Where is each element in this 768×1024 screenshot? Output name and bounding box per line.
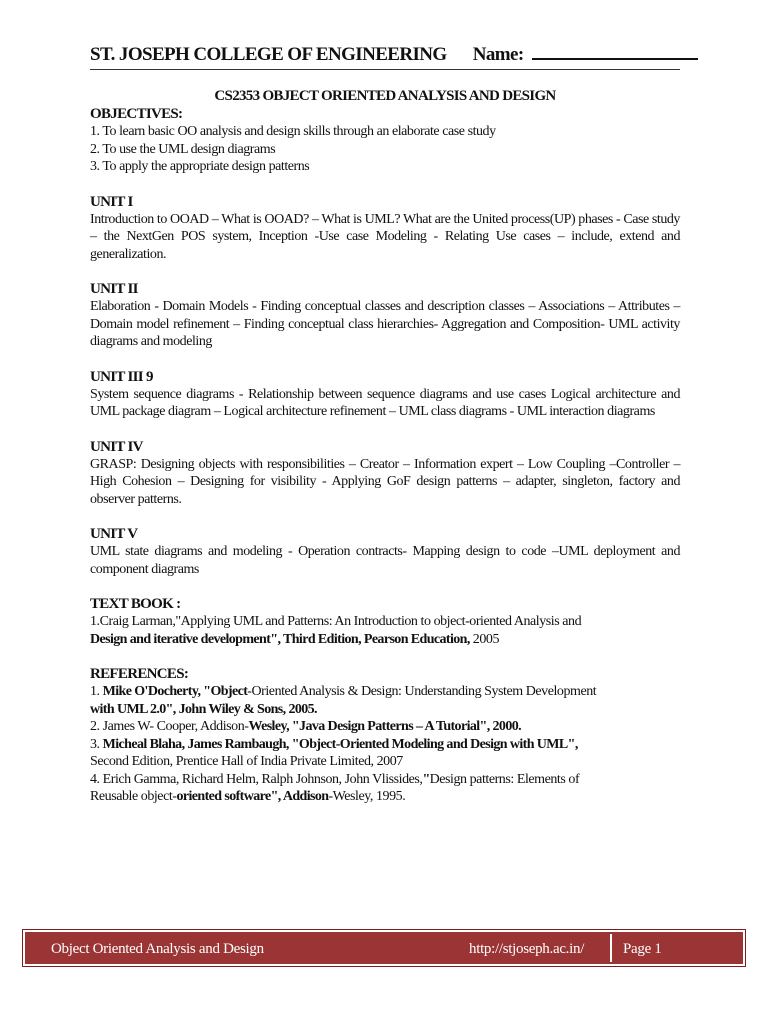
unit-1-heading: UNIT I xyxy=(90,193,133,210)
footer-bar xyxy=(25,932,743,964)
page-number: Page 1 xyxy=(623,941,662,957)
ref-text-bold: Micheal Blaha, James Rambaugh, "Object-Oriented Modeling and Design with UML", xyxy=(102,736,578,752)
name-label: Name: xyxy=(472,44,524,65)
ref-number: 1. xyxy=(90,684,103,699)
ref-text: 4. Erich Gamma, Richard Helm, Ralph Johnson, John Vlissides, xyxy=(90,771,423,787)
ref-text-bold: Wesley, "Java Design Patterns – A Tutorial", 2000. xyxy=(248,719,522,734)
ref-text: Second Edition, Prentice Hall of India Private Limited, 2007 xyxy=(90,754,403,769)
unit-2-text: Elaboration - Domain Models - Finding conceptual classes and description classes – Associations – Attributes – Domain model refinement – Finding conceptual class hierarchies- Aggregation and Composition- UML activity diagrams and modeling xyxy=(90,299,680,349)
unit-3-text: System sequence diagrams - Relationship between sequence diagrams and use cases Logical architecture and UML package diagram – Logical architecture refinement – UML class diagrams - UML interaction diagrams xyxy=(90,386,680,419)
syllabus-content xyxy=(90,106,680,806)
reference-2 xyxy=(90,718,680,736)
course-title: CS2353 OBJECT ORIENTED ANALYSIS AND DESIGN xyxy=(214,88,556,104)
unit-1-text: Introduction to OOAD – What is OOAD? – What is UML? What are the United process(UP) phases - Case study – the NextGen POS system, Inception -Use case Modeling - Relating Use cases – include, extend and generalization. xyxy=(90,211,680,262)
name-blank-line xyxy=(532,44,698,60)
reference-1 xyxy=(90,683,680,718)
textbook-line: 1.Craig Larman,"Applying UML and Patterns: An Introduction to object-oriented Analysis and xyxy=(90,614,582,629)
ref-text: -Oriented Analysis & Design: Understanding System Development xyxy=(247,684,597,699)
ref-text-bold: with UML 2.0", John Wiley & Sons, 2005. xyxy=(90,701,317,717)
textbook-year: 2005 xyxy=(469,631,500,647)
unit-4-text: GRASP: Designing objects with responsibilities – Creator – Information expert – Low Coupling –Controller – High Cohesion – Designing for visibility - Applying GoF design patterns – adapter, singleton, factory and observer patterns. xyxy=(90,456,680,507)
reference-4 xyxy=(90,771,680,806)
ref-author: Mike O'Docherty, "Object xyxy=(102,684,248,699)
ref-text-bold: oriented software", Addison xyxy=(176,789,329,804)
ref-text: 2. James W- Cooper, Addison- xyxy=(90,719,249,734)
textbook-entry xyxy=(90,613,680,648)
unit-5-text: UML state diagrams and modeling - Operation contracts- Mapping design to code –UML deployment and component diagrams xyxy=(90,544,680,577)
references-heading: REFERENCES: xyxy=(90,666,189,682)
reference-3 xyxy=(90,736,680,771)
unit-2-heading: UNIT II xyxy=(90,281,138,297)
objectives-heading: OBJECTIVES: xyxy=(90,106,183,122)
ref-quote: " xyxy=(422,771,430,787)
page-header xyxy=(90,44,680,66)
objective-item: 2. To use the UML design diagrams xyxy=(90,141,276,157)
unit-3-heading: UNIT III 9 xyxy=(90,368,153,385)
footer-separator xyxy=(610,934,612,962)
ref-text: -Wesley, 1995. xyxy=(328,789,406,804)
footer-url-link[interactable]: http://stjoseph.ac.in/ xyxy=(469,941,585,957)
ref-number: 3. xyxy=(90,736,103,752)
unit-4-heading: UNIT IV xyxy=(90,438,143,455)
header-divider xyxy=(90,69,680,70)
objective-item: 1. To learn basic OO analysis and design skills through an elaborate case study xyxy=(90,124,496,139)
footer-title: Object Oriented Analysis and Design xyxy=(51,941,264,957)
unit-5-heading: UNIT V xyxy=(90,526,138,542)
ref-text: Design patterns: Elements of xyxy=(429,771,580,787)
objective-item: 3. To apply the appropriate design patterns xyxy=(90,159,310,174)
textbook-heading: TEXT BOOK : xyxy=(90,596,181,612)
textbook-bold-text: Design and iterative development", Third Edition, Pearson Education, xyxy=(90,631,470,647)
ref-text: Reusable object- xyxy=(90,789,177,804)
page-footer xyxy=(22,929,746,967)
college-name: ST. JOSEPH COLLEGE OF ENGINEERING xyxy=(90,44,447,65)
